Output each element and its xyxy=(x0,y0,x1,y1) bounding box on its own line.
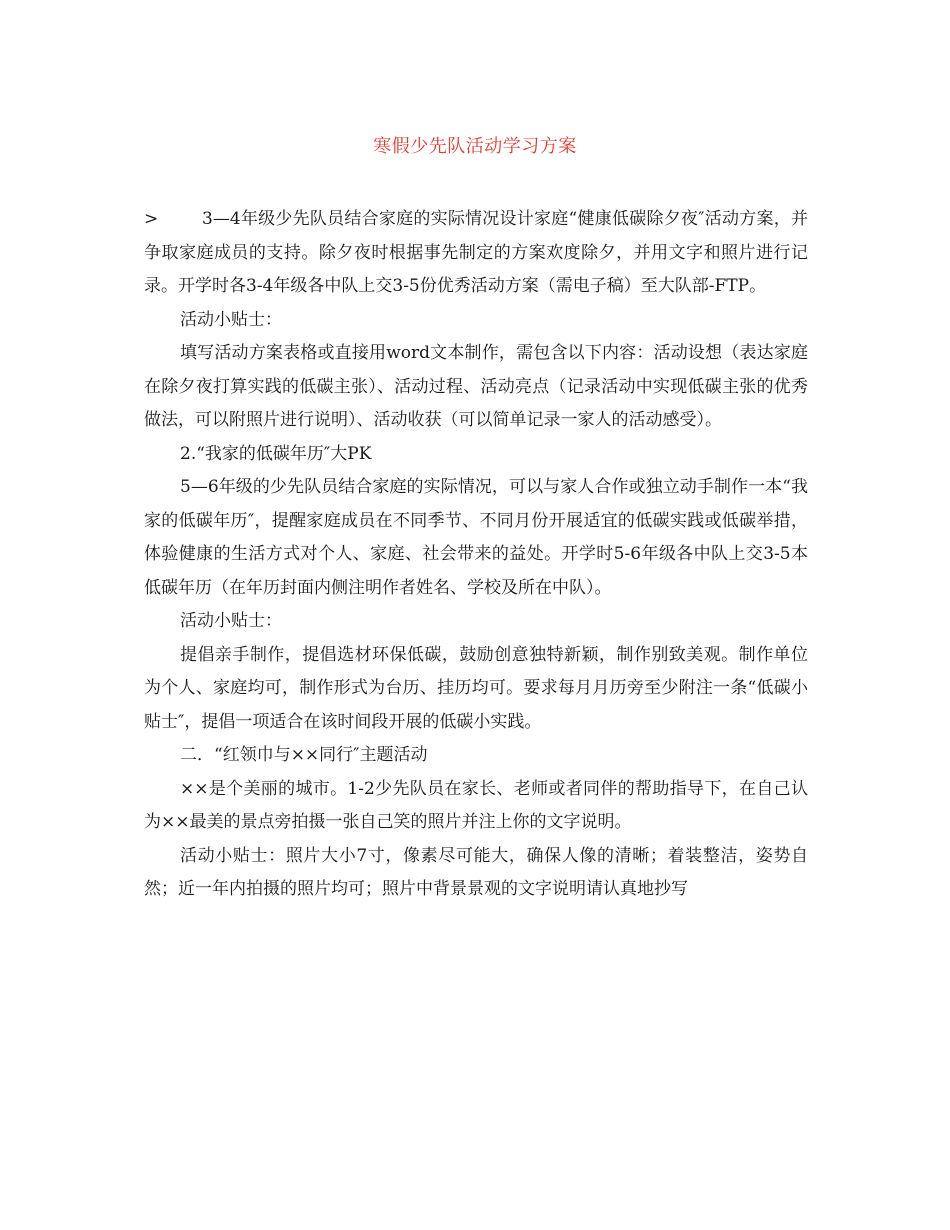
bullet-arrow-icon: > xyxy=(144,209,159,229)
section-heading-red-scarf: 二．“红领巾与××同行″主题活动 xyxy=(180,745,428,765)
paragraph-tips-2: 提倡亲手制作，提倡选材环保低碳，鼓励创意独特新颖，制作别致美观。制作单位为个人、家庭均可，制作形式为台历、挂历均可。要求每月月历旁至少附注一条“低碳小贴士″，提倡一项适合在该时间段开展的低碳小实践。 xyxy=(144,644,808,732)
paragraph-activity-1-plan xyxy=(144,203,808,304)
document-body xyxy=(144,203,808,907)
tips-heading-1: 活动小贴士： xyxy=(180,309,282,330)
paragraph-tips-1: 填写活动方案表格或直接用word文本制作，需包含以下内容：活动设想（表达家庭在除夕夜打算实践的低碳主张）、活动过程、活动亮点（记录活动中实现低碳主张的优秀做法，可以附照片进行说明）、活动收获（可以简单记录一家人的活动感受）。 xyxy=(144,343,808,430)
tips-heading-2: 活动小贴士： xyxy=(180,611,282,631)
paragraph-text: 3—4年级少先队员结合家庭的实际情况设计家庭“健康低碳除夕夜″活动方案，并争取家庭成员的支持。除夕夜时根据事先制定的方案欢度除夕，并用文字和照片进行记录。开学时各3-4年级各中队上交3-5份优秀活动方案（需电子稿）至大队部-FTP。 xyxy=(144,209,808,296)
document-title: 寒假少先队活动学习方案 xyxy=(373,136,577,157)
paragraph-red-scarf-plan: ××是个美丽的城市。1-2少先队员在家长、老师或者同伴的帮助指导下，在自己认为××最美的景点旁拍摄一张自己笑的照片并注上你的文字说明。 xyxy=(144,778,808,832)
section-heading-calendar: 2.“我家的低碳年历″大PK xyxy=(180,443,372,464)
paragraph-calendar-plan: 5—6年级的少先队员结合家庭的实际情况，可以与家人合作或独立动手制作一本“我家的低碳年历″，提醒家庭成员在不同季节、不同月份开展适宜的低碳实践或低碳举措，体验健康的生活方式对个人、家庭、社会带来的益处。开学时5-6年级各中队上交3-5本低碳年历（在年历封面内侧注明作者姓名、学校及所在中队）。 xyxy=(144,477,808,598)
paragraph-tips-3: 活动小贴士：照片大小7寸，像素尽可能大，确保人像的清晰；着装整洁，姿势自然；近一年内拍摄的照片均可；照片中背景景观的文字说明请认真地抄写 xyxy=(144,845,808,899)
